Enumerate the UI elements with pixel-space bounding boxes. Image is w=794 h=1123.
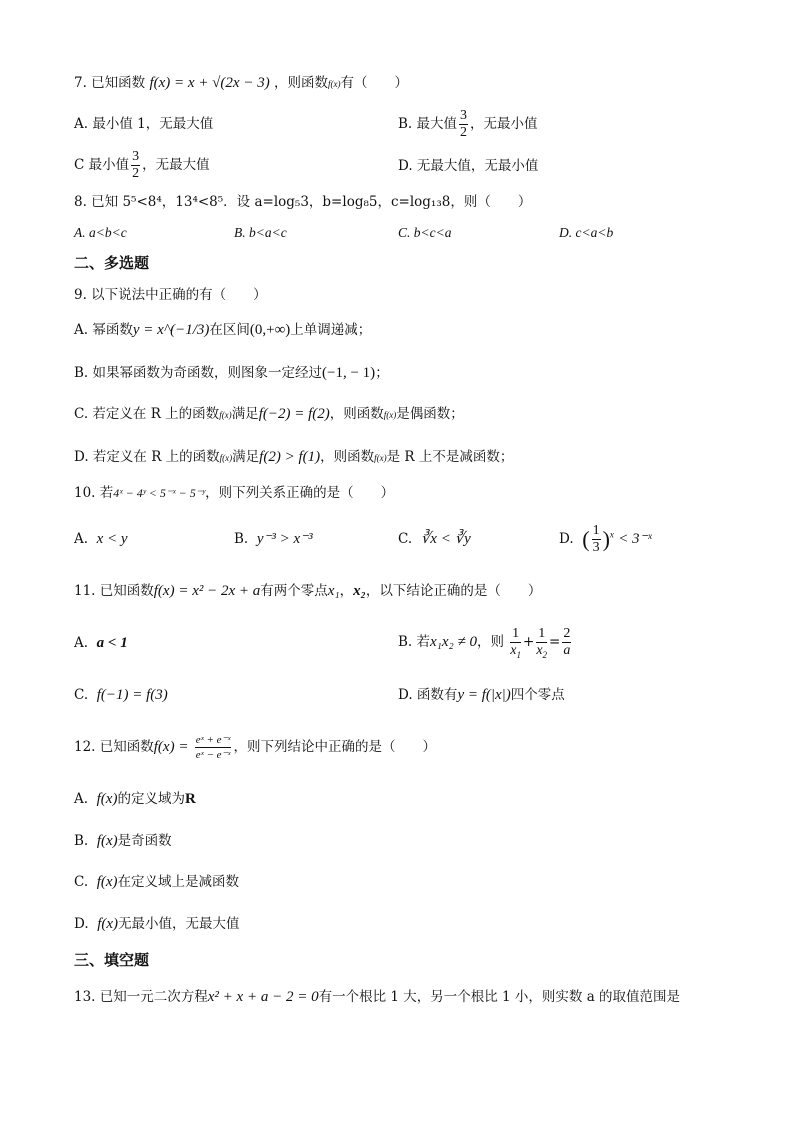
q7-formula: f(x) = x + √(2x − 3) xyxy=(149,75,270,91)
q7-option-d: D. 无最大值，无最小值 xyxy=(398,158,539,174)
q10-option-c: C. ∛x < ∛y xyxy=(398,531,471,547)
q12-option-d: D. f(x)无最小值，无最大值 xyxy=(74,916,240,932)
q7-option-a: A. 最小值 1，无最大值 xyxy=(74,116,214,132)
q9-option-d: D. 若定义在 R 上的函数f(x)满足f(2) > f(1)，则函数f(x)是 R 上不是减函数； xyxy=(74,449,514,465)
q8-option-b: B. b<a<c xyxy=(234,225,287,240)
section-heading-fill-in: 三、填空题 xyxy=(74,951,150,969)
section-heading-multiple-choice: 二、多选题 xyxy=(74,254,150,272)
q10-option-a: A. x < y xyxy=(74,531,128,547)
q12-option-c: C. f(x)在定义域上是减函数 xyxy=(74,874,240,890)
q8-option-a: A. a<b<c xyxy=(74,225,127,240)
q9-option-b: B. 如果幂函数为奇函数，则图象一定经过(−1, − 1)； xyxy=(74,365,389,381)
q8-option-c: C. b<c<a xyxy=(398,225,452,240)
question-11-stem: 11. 已知函数f(x) = x² − 2x + a有两个零点x₁，x₂，以下结论正确的是（ ） xyxy=(74,583,542,599)
question-12-stem: 12. 已知函数f(x) = $\frac{\text{eˣ + e⁻ˣ}}{\text{eˣ − e⁻ˣ}}$ ，则下列结论中正确的是（ ） xyxy=(74,734,436,761)
q9-option-c: C. 若定义在 R 上的函数f(x)满足f(−2) = f(2)，则函数f(x)是偶函数； xyxy=(74,406,464,422)
q12-option-b: B. f(x)是奇函数 xyxy=(74,833,172,849)
question-13-stem: 13. 已知一元二次方程x² + x + a − 2 = 0有一个根比 1 大，另一个根比 1 小，则实数 a 的取值范围是 xyxy=(74,989,681,1005)
q11-option-b: B. 若x₁x₂ ≠ 0，则 $\frac{1}{x_1}$ + $\frac{1}{x_2}$ = $\frac{2}{a}$ xyxy=(398,626,571,660)
question-10-stem: 10. 若4ˣ − 4ʸ < 5⁻ˣ − 5⁻ʸ，则下列关系正确的是（ ） xyxy=(74,485,395,501)
question-7-stem: 7. 已知函数 f(x) = x + √(2x − 3) ，则函数f(x)有（ ） xyxy=(74,75,408,91)
q7-option-c: C 最小值 $\frac{3}{2}$ ，无最大值 xyxy=(74,149,210,181)
q10-option-b: B. y⁻³ > x⁻³ xyxy=(234,531,313,547)
q8-option-d: D. c<a<b xyxy=(559,225,614,240)
q10-option-d: D. ( $\frac{1}{3}$ )$^x$ < 3⁻ˣ xyxy=(559,523,652,555)
q7-option-b: B. 最大值 $\frac{3}{2}$ ，无最小值 xyxy=(398,108,538,140)
q9-option-a: A. 幂函数y = x^(−1/3)在区间(0,+∞)上单调递减； xyxy=(74,322,372,338)
q12-option-a: A. f(x)的定义域为R xyxy=(74,791,196,807)
question-8-stem: 8. 已知 5⁵<8⁴，13⁴<8⁵．设 a=log₅3，b=log₈5，c=log₁₃8，则（ ） xyxy=(74,194,532,210)
q11-option-a: A. a < 1 xyxy=(74,635,128,651)
question-9-stem: 9. 以下说法中正确的有（ ） xyxy=(74,287,267,303)
q11-option-d: D. 函数有y = f(|x|)四个零点 xyxy=(398,687,565,703)
q11-option-c: C. f(−1) = f(3) xyxy=(74,687,168,703)
